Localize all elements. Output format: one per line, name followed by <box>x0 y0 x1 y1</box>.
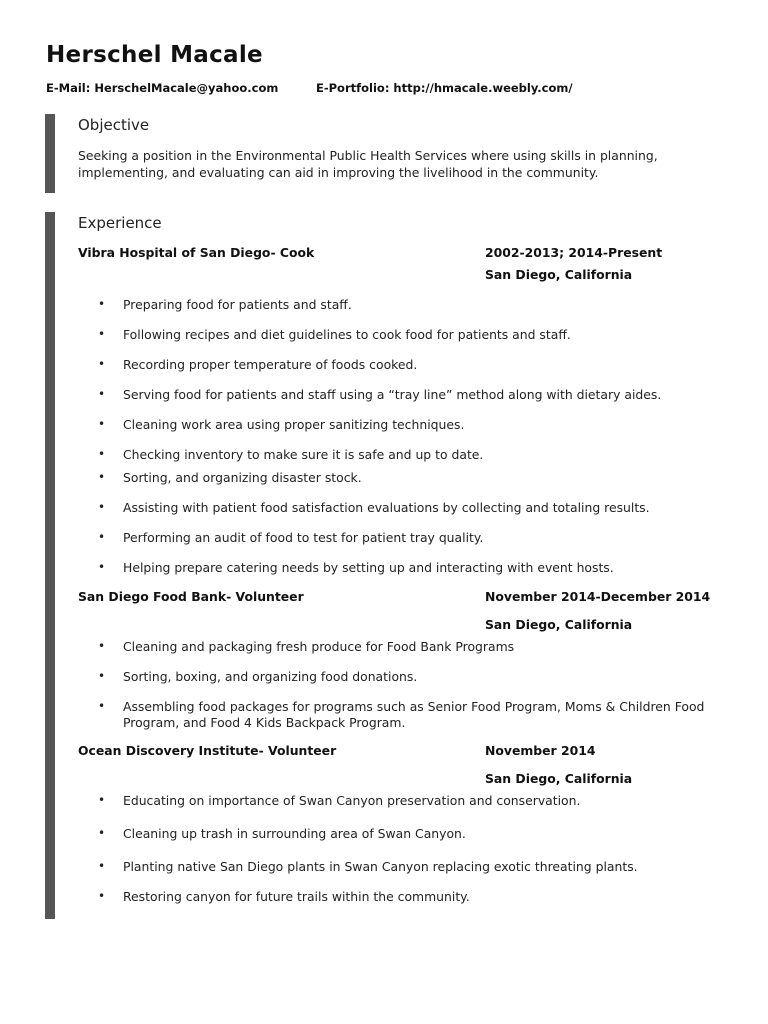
list-item-text: Sorting, and organizing disaster stock. <box>123 470 362 485</box>
bullet-icon: • <box>98 639 106 653</box>
bullet-icon: • <box>98 889 106 903</box>
list-item-text: Assembling food packages for programs such as Senior Food Program, Moms & Children Food Program, and Food 4 Kids Backpack Program. <box>123 699 705 730</box>
bullet-icon: • <box>98 530 106 544</box>
objective-text: Seeking a position in the Environmental Public Health Services where using skills in planning, implementing, and evaluating can aid in improving the livelihood in the community. <box>78 148 658 180</box>
job-location: San Diego, California <box>485 617 633 632</box>
bullet-icon: • <box>98 327 106 341</box>
list-item-text: Planting native San Diego plants in Swan Canyon replacing exotic threating plants. <box>123 859 638 874</box>
job-title: San Diego Food Bank- Volunteer <box>78 589 304 604</box>
bullet-icon: • <box>98 357 106 371</box>
bullet-icon: • <box>98 447 106 461</box>
portfolio-contact: E-Portfolio: http://hmacale.weebly.com/ <box>316 81 573 95</box>
bullet-icon: • <box>98 793 106 807</box>
job-location: San Diego, California <box>485 771 633 786</box>
list-item-text: Recording proper temperature of foods cooked. <box>123 357 418 372</box>
list-item-text: Serving food for patients and staff using a “tray line” method along with dietary aides. <box>123 387 662 402</box>
bullet-icon: • <box>98 826 106 840</box>
objective-section-bar <box>45 114 55 193</box>
bullet-icon: • <box>98 699 106 713</box>
list-item-text: Cleaning and packaging fresh produce for Food Bank Programs <box>123 639 515 654</box>
bullet-icon: • <box>98 470 106 484</box>
job-location: San Diego, California <box>485 267 633 282</box>
experience-section-bar <box>45 212 55 919</box>
bullet-icon: • <box>98 669 106 683</box>
list-item-text: Assisting with patient food satisfaction evaluations by collecting and totaling results. <box>123 500 650 515</box>
job-dates: 2002-2013; 2014-Present <box>485 245 663 260</box>
job-title: Vibra Hospital of San Diego- Cook <box>78 245 315 260</box>
list-item-text: Sorting, boxing, and organizing food donations. <box>123 669 418 684</box>
list-item-text: Educating on importance of Swan Canyon preservation and conservation. <box>123 793 581 808</box>
list-item-text: Restoring canyon for future trails within the community. <box>123 889 470 904</box>
bullet-icon: • <box>98 417 106 431</box>
list-item-text: Cleaning up trash in surrounding area of Swan Canyon. <box>123 826 466 841</box>
candidate-name: Herschel Macale <box>46 42 263 68</box>
job-dates: November 2014-December 2014 <box>485 589 711 604</box>
bullet-icon: • <box>98 387 106 401</box>
list-item-text: Following recipes and diet guidelines to cook food for patients and staff. <box>123 327 571 342</box>
bullet-icon: • <box>98 560 106 574</box>
list-item-text: Checking inventory to make sure it is safe and up to date. <box>123 447 484 462</box>
job-dates: November 2014 <box>485 743 596 758</box>
objective-heading: Objective <box>78 116 150 134</box>
bullet-icon: • <box>98 500 106 514</box>
job-title: Ocean Discovery Institute- Volunteer <box>78 743 337 758</box>
list-item-text: Performing an audit of food to test for patient tray quality. <box>123 530 484 545</box>
list-item-text: Preparing food for patients and staff. <box>123 297 352 312</box>
bullet-icon: • <box>98 297 106 311</box>
email-contact: E-Mail: HerschelMacale@yahoo.com <box>46 81 279 95</box>
list-item-text: Cleaning work area using proper sanitizing techniques. <box>123 417 465 432</box>
bullet-icon: • <box>98 859 106 873</box>
experience-heading: Experience <box>78 214 162 232</box>
list-item-text: Helping prepare catering needs by setting up and interacting with event hosts. <box>123 560 614 575</box>
